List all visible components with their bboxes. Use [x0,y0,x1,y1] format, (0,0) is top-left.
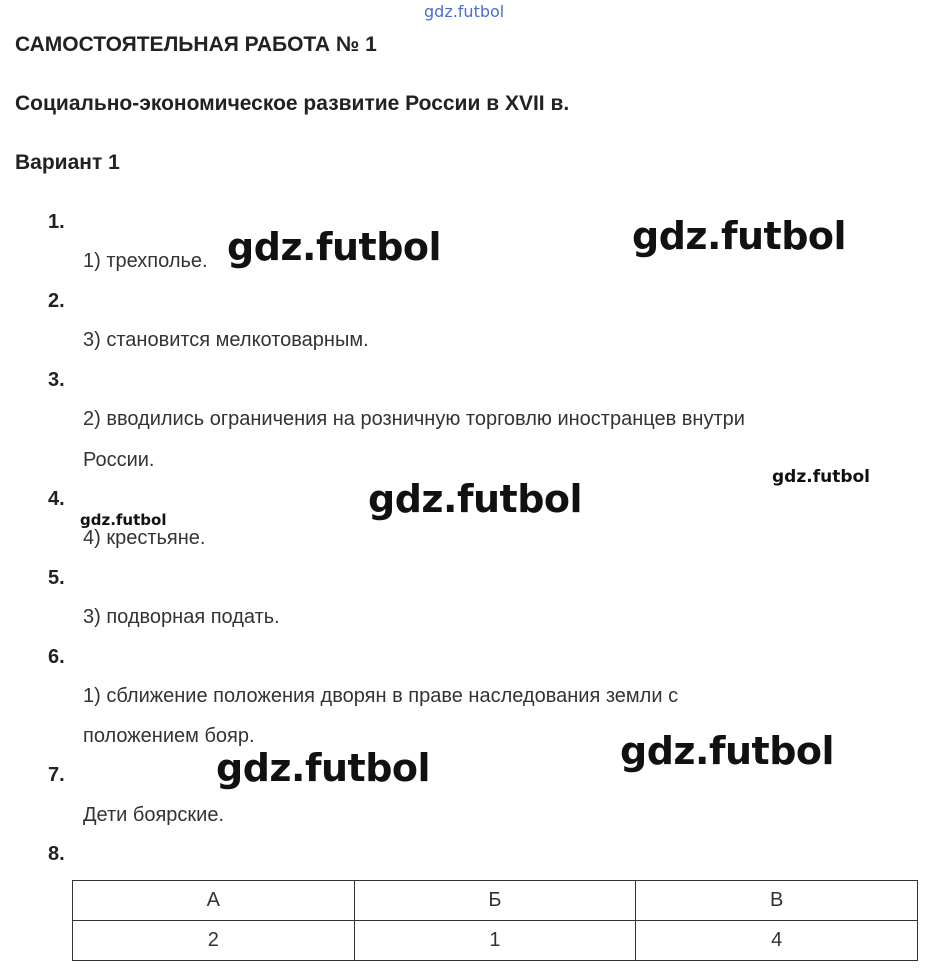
table-row [73,921,918,961]
answer-7: Дети боярские. [83,804,225,826]
table-value-cell-a: 2 [73,921,355,961]
watermark-text: gdz.futbol [772,467,870,487]
question-number-7: 7. [48,764,65,786]
watermark-text: gdz.futbol [80,511,167,529]
page-subtitle: Социально-экономическое развитие России в XVII в. [15,92,570,115]
watermark-text: gdz.futbol [216,746,431,790]
answer-table [72,880,918,961]
answer-4: 4) крестьяне. [83,527,206,549]
answer-2: 3) становится мелкотоварным. [83,329,369,351]
question-number-3: 3. [48,369,65,391]
watermark-text: gdz.futbol [227,225,442,269]
answer-6-line-2: положением бояр. [83,725,255,747]
table-header-cell-v: В [636,881,918,921]
answer-3-line-1: 2) вводились ограничения на розничную торговлю иностранцев внутри [83,408,745,430]
table-value-cell-b: 1 [354,921,636,961]
table-header-row [73,881,918,921]
answer-6-line-1: 1) сближение положения дворян в праве наследования земли с [83,685,679,707]
top-watermark: gdz.futbol [424,2,505,21]
answer-5: 3) подворная подать. [83,606,280,628]
question-number-8: 8. [48,843,65,865]
question-number-4: 4. [48,488,65,510]
table-value-cell-v: 4 [636,921,918,961]
question-number-2: 2. [48,290,65,312]
watermark-text: gdz.futbol [620,729,835,773]
watermark-text: gdz.futbol [632,214,847,258]
variant-heading: Вариант 1 [15,151,120,174]
answer-3-line-2: России. [83,449,155,471]
question-number-5: 5. [48,567,65,589]
answer-1: 1) трехполье. [83,250,208,272]
table-header-cell-b: Б [354,881,636,921]
watermark-text: gdz.futbol [368,477,583,521]
page-title: САМОСТОЯТЕЛЬНАЯ РАБОТА № 1 [15,33,377,56]
question-number-1: 1. [48,211,65,233]
table-header-cell-a: А [73,881,355,921]
question-number-6: 6. [48,646,65,668]
